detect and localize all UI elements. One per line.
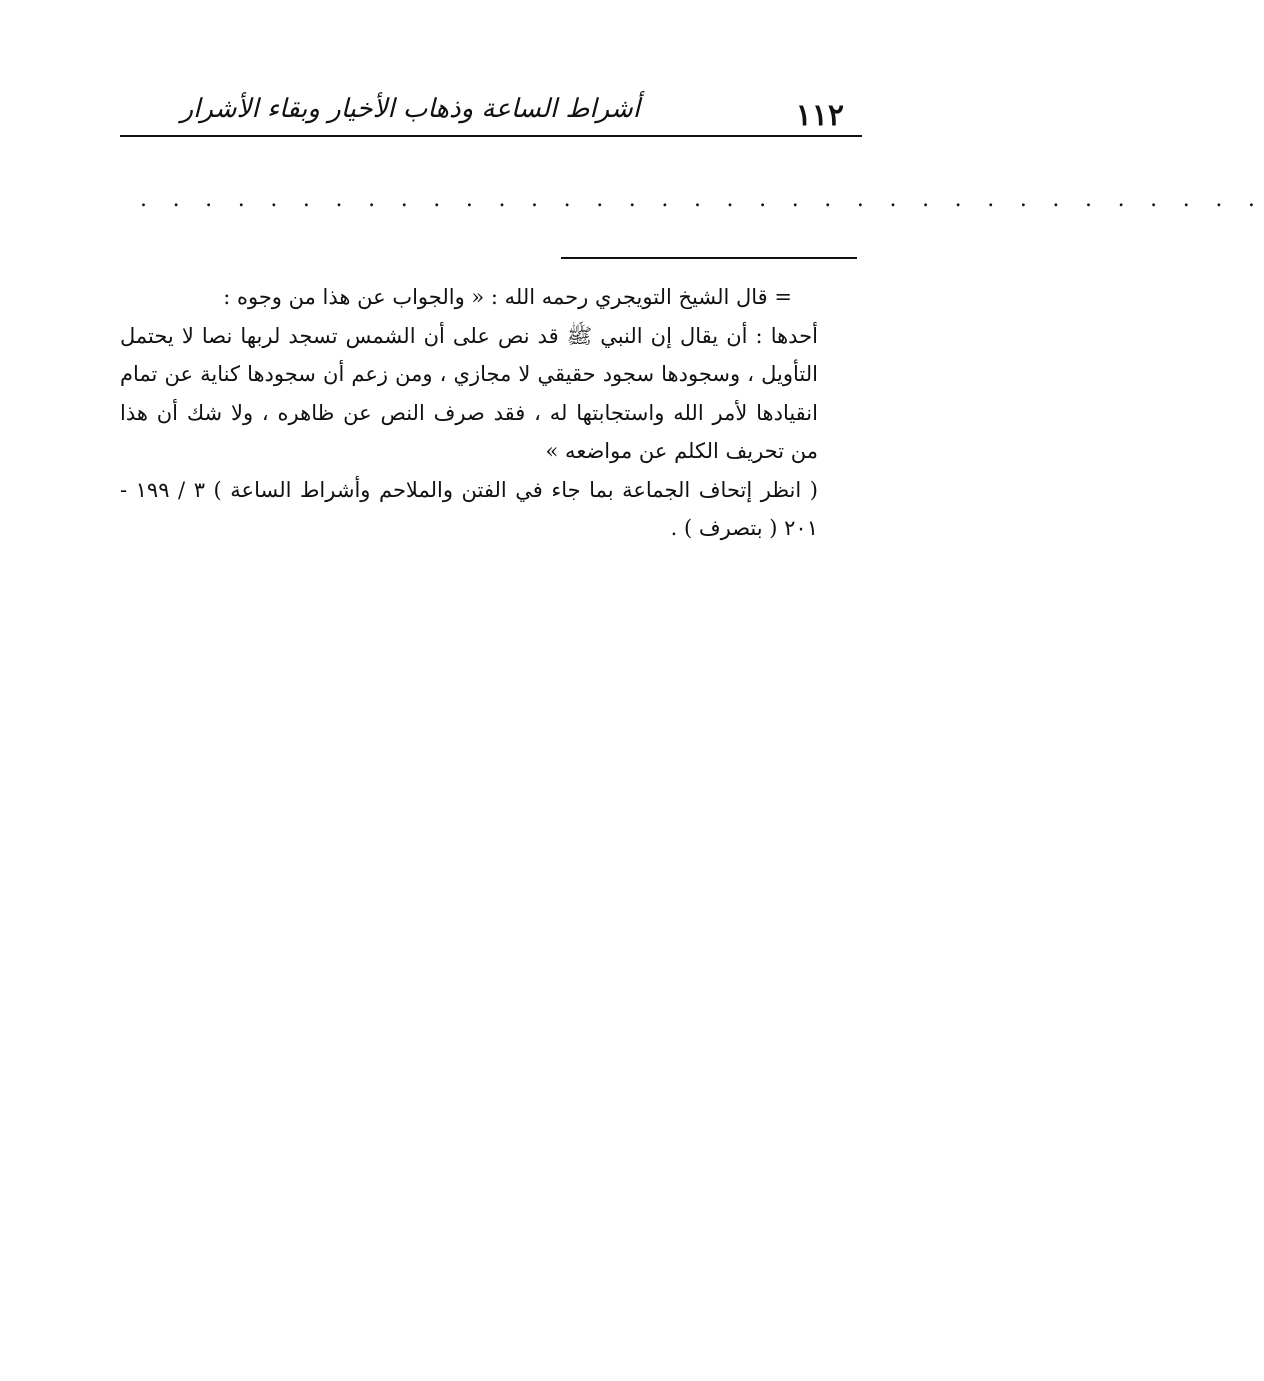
- page-header: [120, 86, 862, 136]
- page-number: ١١٢: [795, 98, 844, 133]
- header-rule: [120, 135, 862, 137]
- footnote-separator: [561, 257, 857, 259]
- footnote-citation: ( انظر إتحاف الجماعة بما جاء في الفتن والملاحم وأشراط الساعة ) ٣ / ١٩٩ - ٢٠١ ( بتصرف ) .: [120, 477, 818, 540]
- ellipsis-line: . . . . . . . . . . . . . . . . . . . . . . . . . . . . . . . . . . .: [140, 187, 1264, 212]
- footnote-intro: = قال الشيخ التويجري رحمه الله : « والجواب عن هذا من وجوه :: [223, 285, 792, 309]
- footnote-block: [120, 278, 818, 548]
- footnote-paragraph: أحدها : أن يقال إن النبي ﷺ قد نص على أن الشمس تسجد لربها نصا لا يحتمل التأويل ، وسجودها سجود حقيقي لا مجازي ، ومن زعم أن سجودها كناية عن تمام انقيادها لأمر الله واستجابتها له ، فقد صرف النص عن ظاهره ، ولا شك أن هذا من تحريف الكلم عن مواضعه »: [120, 323, 818, 463]
- running-title: أشراط الساعة وذهاب الأخيار وبقاء الأشرار: [180, 94, 640, 124]
